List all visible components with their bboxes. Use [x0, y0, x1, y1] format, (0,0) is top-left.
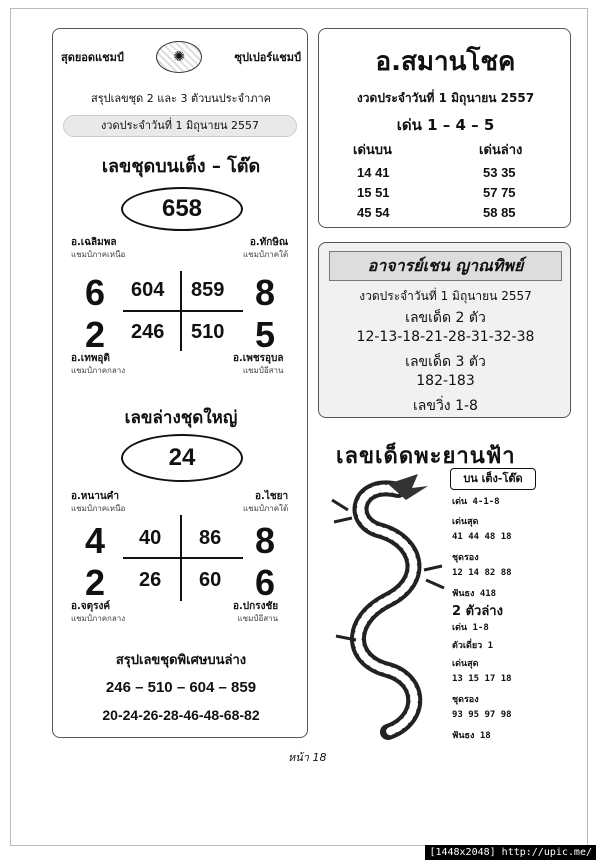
bottom-grid-cell: 26 — [139, 569, 162, 591]
header-right-label: ซุปเปอร์แชมป์ — [234, 51, 301, 64]
lower-two-title: 2 ตัวล่าง — [452, 604, 503, 619]
grid-horizontal-line — [123, 310, 243, 312]
master-central-top — [71, 353, 125, 377]
master-name: อ.จตุรงค์ — [71, 601, 111, 612]
bottom-grid-cell: 86 — [199, 527, 222, 549]
running-digits: เลขวิ่ง 1-8 — [413, 398, 478, 414]
bottom-digit-left-2: 2 — [85, 562, 106, 603]
chen-yanthip-panel — [318, 242, 571, 418]
top-digit-right-1: 8 — [255, 272, 276, 313]
summary-three-digit: 246 – 510 – 604 – 859 — [105, 679, 257, 696]
master-region: แชมป์ภาคเหนือ — [71, 250, 126, 259]
lower-row: 57 75 — [483, 185, 516, 200]
forecast-line: 93 95 97 98 — [452, 710, 512, 720]
top-digit-left-2: 2 — [85, 314, 106, 355]
dragon-illustration — [328, 470, 448, 740]
master-region: แชมป์อีสาน — [237, 614, 279, 623]
top-grid-cell: 246 — [131, 321, 165, 343]
master-name: อ.ไชยา — [255, 491, 289, 502]
forecast-line: ฟันธง 418 — [452, 589, 497, 599]
upper-bet-label: บน เต็ง-โต๊ด — [450, 468, 536, 490]
panel-title: อาจารย์เชน ญาณทิพย์ — [329, 251, 562, 281]
upper-row: 14 41 — [357, 165, 390, 180]
two-digit-values: 12-13-18-21-28-31-32-38 — [356, 329, 535, 345]
forecast-line: เด่น 4-1-8 — [452, 497, 500, 507]
master-central-bottom — [71, 601, 125, 625]
upper-main-number: 658 — [121, 187, 243, 231]
master-region: แชมป์อีสาน — [242, 366, 284, 375]
lower-row: 58 85 — [483, 205, 516, 220]
master-isan-bottom — [233, 601, 278, 625]
bottom-grid-cell: 60 — [199, 569, 222, 591]
master-name: อ.ปกรงชัย — [233, 601, 279, 612]
master-south-top — [243, 237, 288, 261]
three-digit-values: 182-183 — [416, 373, 475, 389]
master-region: แชมป์ภาคกลาง — [71, 366, 126, 375]
lower-column-header: เด่นล่าง — [479, 143, 523, 158]
master-region: แชมป์ภาคเหนือ — [71, 504, 126, 513]
forecast-line: ฟันธง 18 — [452, 731, 491, 741]
two-digit-label: เลขเด็ด 2 ตัว — [405, 310, 486, 326]
lead-digits: เด่น 1 – 4 – 5 — [396, 116, 495, 134]
champion-badge-icon: ✺ — [156, 41, 202, 73]
master-name: อ.ทักษิณ — [249, 237, 289, 248]
forecast-line: 12 14 82 88 — [452, 568, 512, 578]
header-left-label: สุดยอดแชมป์ — [61, 51, 124, 64]
draw-date: งวดประจำวันที่ 1 มิถุนายน 2557 — [63, 115, 297, 137]
master-south-bottom — [243, 491, 288, 515]
top-grid-cell: 604 — [131, 279, 165, 301]
upper-row: 45 54 — [357, 205, 390, 220]
forecast-line: ตัวเดี่ยว 1 — [452, 641, 493, 651]
panel-title: อ.สมานโชค — [375, 47, 516, 77]
upper-set-title: เลขชุดบนเต็ง – โต๊ด — [101, 156, 261, 177]
master-name: อ.เฉลิมพล — [71, 237, 117, 248]
forecast-line: 13 15 17 18 — [452, 674, 512, 684]
master-isan-top — [233, 353, 283, 377]
upper-column-header: เด่นบน — [353, 143, 392, 158]
master-region: แชมป์ภาคกลาง — [71, 614, 126, 623]
master-name: อ.หนานคำ — [71, 491, 119, 502]
champion-summary-panel — [52, 28, 308, 738]
bottom-grid-cell: 40 — [139, 527, 162, 549]
draw-date: งวดประจำวันที่ 1 มิถุนายน 2557 — [359, 289, 532, 303]
three-digit-label: เลขเด็ด 3 ตัว — [405, 354, 486, 370]
lower-main-number: 24 — [121, 434, 243, 482]
bottom-digit-right-2: 6 — [255, 562, 276, 603]
bottom-digit-right-1: 8 — [255, 520, 276, 561]
master-north-bottom — [71, 491, 125, 515]
forecast-line: เด่น 1-8 — [452, 623, 489, 633]
forecast-line: ชุดรอง — [452, 695, 479, 705]
grid-horizontal-line — [123, 557, 243, 559]
draw-date: งวดประจำวันที่ 1 มิถุนายน 2557 — [356, 91, 535, 105]
summary-two-digit: 20-24-26-28-46-48-68-82 — [102, 707, 260, 723]
top-digit-right-2: 5 — [255, 314, 276, 355]
master-region: แชมป์ภาคใต้ — [243, 504, 289, 513]
upper-row: 15 51 — [357, 185, 390, 200]
master-name: อ.เทพอุติ — [71, 353, 110, 364]
watermark: [1448x2048] http://upic.me/ — [425, 845, 596, 860]
lower-row: 53 35 — [483, 165, 516, 180]
lower-set-title: เลขล่างชุดใหญ่ — [124, 408, 238, 428]
master-region: แชมป์ภาคใต้ — [243, 250, 289, 259]
top-grid-cell: 859 — [191, 279, 225, 301]
master-north-top — [71, 237, 125, 261]
dragon-section-title: เลขเด็ดพะยานฟ้า — [336, 444, 516, 469]
forecast-line: 41 44 48 18 — [452, 532, 512, 542]
master-name: อ.เพชรอุบล — [233, 353, 284, 364]
panel-subtitle: สรุปเลขชุด 2 และ 3 ตัวบนประจำภาค — [91, 92, 271, 105]
page-number: หน้า 18 — [288, 751, 327, 764]
saman-chok-panel — [318, 28, 571, 228]
panel-header — [61, 41, 301, 73]
forecast-line: เด่นสุด — [452, 517, 479, 527]
forecast-line: ชุดรอง — [452, 553, 479, 563]
forecast-line: เด่นสุด — [452, 659, 479, 669]
summary-title: สรุปเลขชุดพิเศษบนล่าง — [115, 653, 247, 668]
top-digit-left-1: 6 — [85, 272, 106, 313]
bottom-digit-left-1: 4 — [85, 520, 106, 561]
top-grid-cell: 510 — [191, 321, 225, 343]
